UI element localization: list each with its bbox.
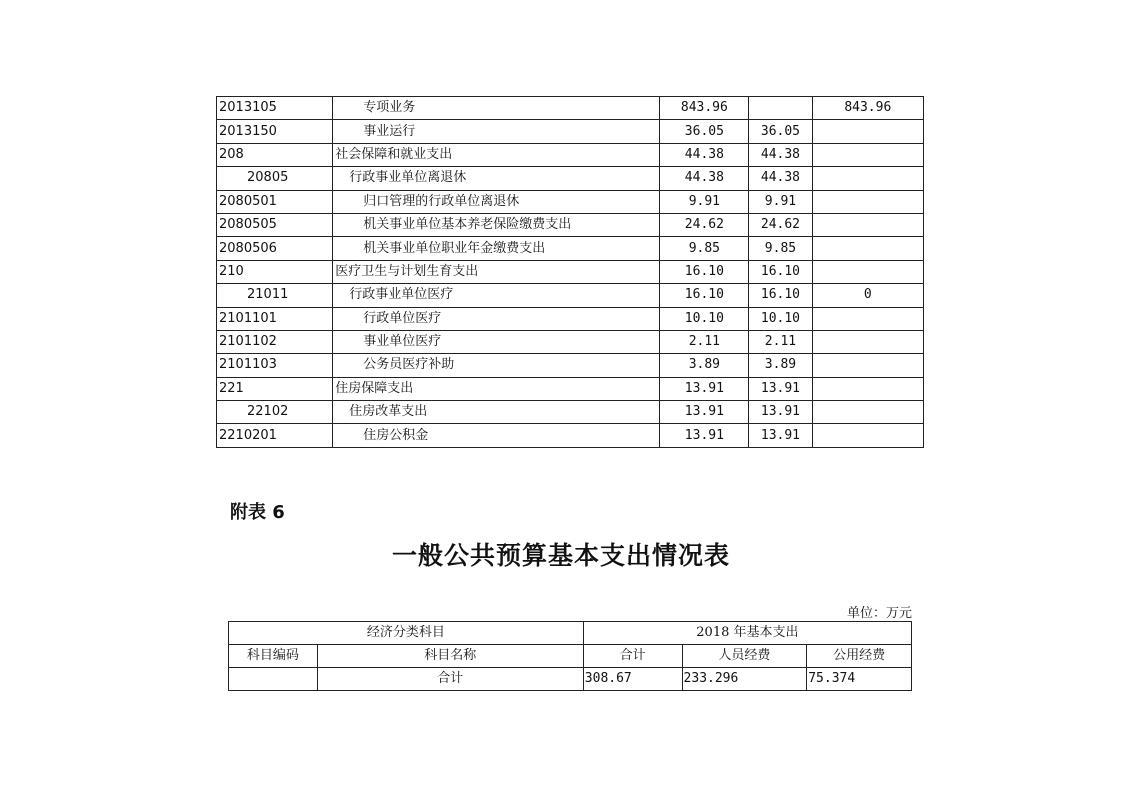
row-project-cell bbox=[812, 120, 923, 143]
appendix-label: 附表 6 bbox=[230, 502, 285, 523]
row-name-cell: 归口管理的行政单位离退休 bbox=[333, 190, 660, 213]
header-total: 合计 bbox=[583, 645, 682, 668]
row-project-cell bbox=[812, 260, 923, 283]
row-name-cell: 专项业务 bbox=[333, 97, 660, 120]
row-code-cell: 2013150 bbox=[217, 120, 333, 143]
table-group-header-row bbox=[229, 622, 912, 645]
row-code-cell: 2101101 bbox=[217, 307, 333, 330]
row-basic-cell: 13.91 bbox=[749, 377, 812, 400]
total-name-cell: 合计 bbox=[317, 668, 583, 691]
row-total-cell: 13.91 bbox=[660, 424, 749, 447]
row-total-cell: 16.10 bbox=[660, 260, 749, 283]
row-total-cell: 9.91 bbox=[660, 190, 749, 213]
row-name-cell: 行政单位医疗 bbox=[333, 307, 660, 330]
group-header-basic-expenditure: 2018 年基本支出 bbox=[583, 622, 911, 645]
row-total-cell: 13.91 bbox=[660, 377, 749, 400]
table-row bbox=[217, 143, 924, 166]
page-title: 一般公共预算基本支出情况表 bbox=[391, 541, 730, 570]
row-name-cell: 行政事业单位离退休 bbox=[333, 167, 660, 190]
row-project-cell: 843.96 bbox=[812, 97, 923, 120]
row-total-cell: 13.91 bbox=[660, 401, 749, 424]
row-total-cell: 36.05 bbox=[660, 120, 749, 143]
row-name-cell: 住房改革支出 bbox=[333, 401, 660, 424]
row-project-cell bbox=[812, 330, 923, 353]
row-basic-cell: 16.10 bbox=[749, 284, 812, 307]
row-project-cell bbox=[812, 167, 923, 190]
row-code-cell: 21011 bbox=[217, 284, 333, 307]
header-code: 科目编码 bbox=[229, 645, 318, 668]
row-project-cell bbox=[812, 307, 923, 330]
row-project-cell bbox=[812, 213, 923, 236]
basic-expenditure-table bbox=[228, 621, 912, 691]
row-name-cell: 机关事业单位基本养老保险缴费支出 bbox=[333, 213, 660, 236]
total-public-cell: 75.374 bbox=[807, 668, 912, 691]
row-code-cell: 2210201 bbox=[217, 424, 333, 447]
table-row bbox=[217, 190, 924, 213]
row-total-cell: 10.10 bbox=[660, 307, 749, 330]
row-basic-cell: 3.89 bbox=[749, 354, 812, 377]
table-row bbox=[217, 377, 924, 400]
row-name-cell: 医疗卫生与计划生育支出 bbox=[333, 260, 660, 283]
row-basic-cell: 36.05 bbox=[749, 120, 812, 143]
header-personnel: 人员经费 bbox=[682, 645, 807, 668]
row-basic-cell: 13.91 bbox=[749, 401, 812, 424]
row-code-cell: 2080505 bbox=[217, 213, 333, 236]
row-name-cell: 事业单位医疗 bbox=[333, 330, 660, 353]
row-name-cell: 住房保障支出 bbox=[333, 377, 660, 400]
total-code-cell bbox=[229, 668, 318, 691]
row-code-cell: 2080501 bbox=[217, 190, 333, 213]
header-name: 科目名称 bbox=[317, 645, 583, 668]
row-total-cell: 44.38 bbox=[660, 167, 749, 190]
row-name-cell: 社会保障和就业支出 bbox=[333, 143, 660, 166]
table-header-row bbox=[229, 645, 912, 668]
table-row bbox=[217, 424, 924, 447]
row-basic-cell: 9.85 bbox=[749, 237, 812, 260]
table-row bbox=[217, 401, 924, 424]
row-name-cell: 事业运行 bbox=[333, 120, 660, 143]
table-row bbox=[217, 97, 924, 120]
row-name-cell: 行政事业单位医疗 bbox=[333, 284, 660, 307]
row-project-cell bbox=[812, 143, 923, 166]
row-basic-cell: 16.10 bbox=[749, 260, 812, 283]
unit-label: 单位：万元 bbox=[846, 606, 912, 621]
row-code-cell: 208 bbox=[217, 143, 333, 166]
row-basic-cell: 13.91 bbox=[749, 424, 812, 447]
row-project-cell bbox=[812, 401, 923, 424]
row-code-cell: 2080506 bbox=[217, 237, 333, 260]
table-row bbox=[217, 167, 924, 190]
row-name-cell: 住房公积金 bbox=[333, 424, 660, 447]
row-code-cell: 221 bbox=[217, 377, 333, 400]
row-basic-cell: 44.38 bbox=[749, 167, 812, 190]
row-total-cell: 9.85 bbox=[660, 237, 749, 260]
row-basic-cell: 24.62 bbox=[749, 213, 812, 236]
row-total-cell: 44.38 bbox=[660, 143, 749, 166]
row-code-cell: 20805 bbox=[217, 167, 333, 190]
row-project-cell bbox=[812, 190, 923, 213]
header-public: 公用经费 bbox=[807, 645, 912, 668]
table-row bbox=[217, 307, 924, 330]
table-row bbox=[217, 120, 924, 143]
row-project-cell bbox=[812, 354, 923, 377]
row-code-cell: 2101103 bbox=[217, 354, 333, 377]
table-row bbox=[217, 260, 924, 283]
row-project-cell bbox=[812, 237, 923, 260]
row-project-cell bbox=[812, 424, 923, 447]
table-row bbox=[217, 237, 924, 260]
table-row bbox=[217, 213, 924, 236]
row-total-cell: 16.10 bbox=[660, 284, 749, 307]
row-basic-cell: 44.38 bbox=[749, 143, 812, 166]
row-total-cell: 24.62 bbox=[660, 213, 749, 236]
row-code-cell: 2101102 bbox=[217, 330, 333, 353]
row-total-cell: 2.11 bbox=[660, 330, 749, 353]
row-basic-cell bbox=[749, 97, 812, 120]
table-row bbox=[217, 354, 924, 377]
table-row bbox=[217, 330, 924, 353]
row-code-cell: 2013105 bbox=[217, 97, 333, 120]
row-basic-cell: 10.10 bbox=[749, 307, 812, 330]
total-personnel-cell: 233.296 bbox=[682, 668, 807, 691]
row-project-cell: 0 bbox=[812, 284, 923, 307]
row-name-cell: 公务员医疗补助 bbox=[333, 354, 660, 377]
table-row bbox=[217, 284, 924, 307]
row-code-cell: 22102 bbox=[217, 401, 333, 424]
row-project-cell bbox=[812, 377, 923, 400]
table-total-row bbox=[229, 668, 912, 691]
budget-detail-table-body bbox=[217, 97, 924, 448]
row-basic-cell: 9.91 bbox=[749, 190, 812, 213]
budget-detail-table bbox=[216, 96, 924, 448]
row-total-cell: 3.89 bbox=[660, 354, 749, 377]
row-total-cell: 843.96 bbox=[660, 97, 749, 120]
total-amount-cell: 308.67 bbox=[583, 668, 682, 691]
row-name-cell: 机关事业单位职业年金缴费支出 bbox=[333, 237, 660, 260]
row-code-cell: 210 bbox=[217, 260, 333, 283]
group-header-economic-classification: 经济分类科目 bbox=[229, 622, 584, 645]
row-basic-cell: 2.11 bbox=[749, 330, 812, 353]
